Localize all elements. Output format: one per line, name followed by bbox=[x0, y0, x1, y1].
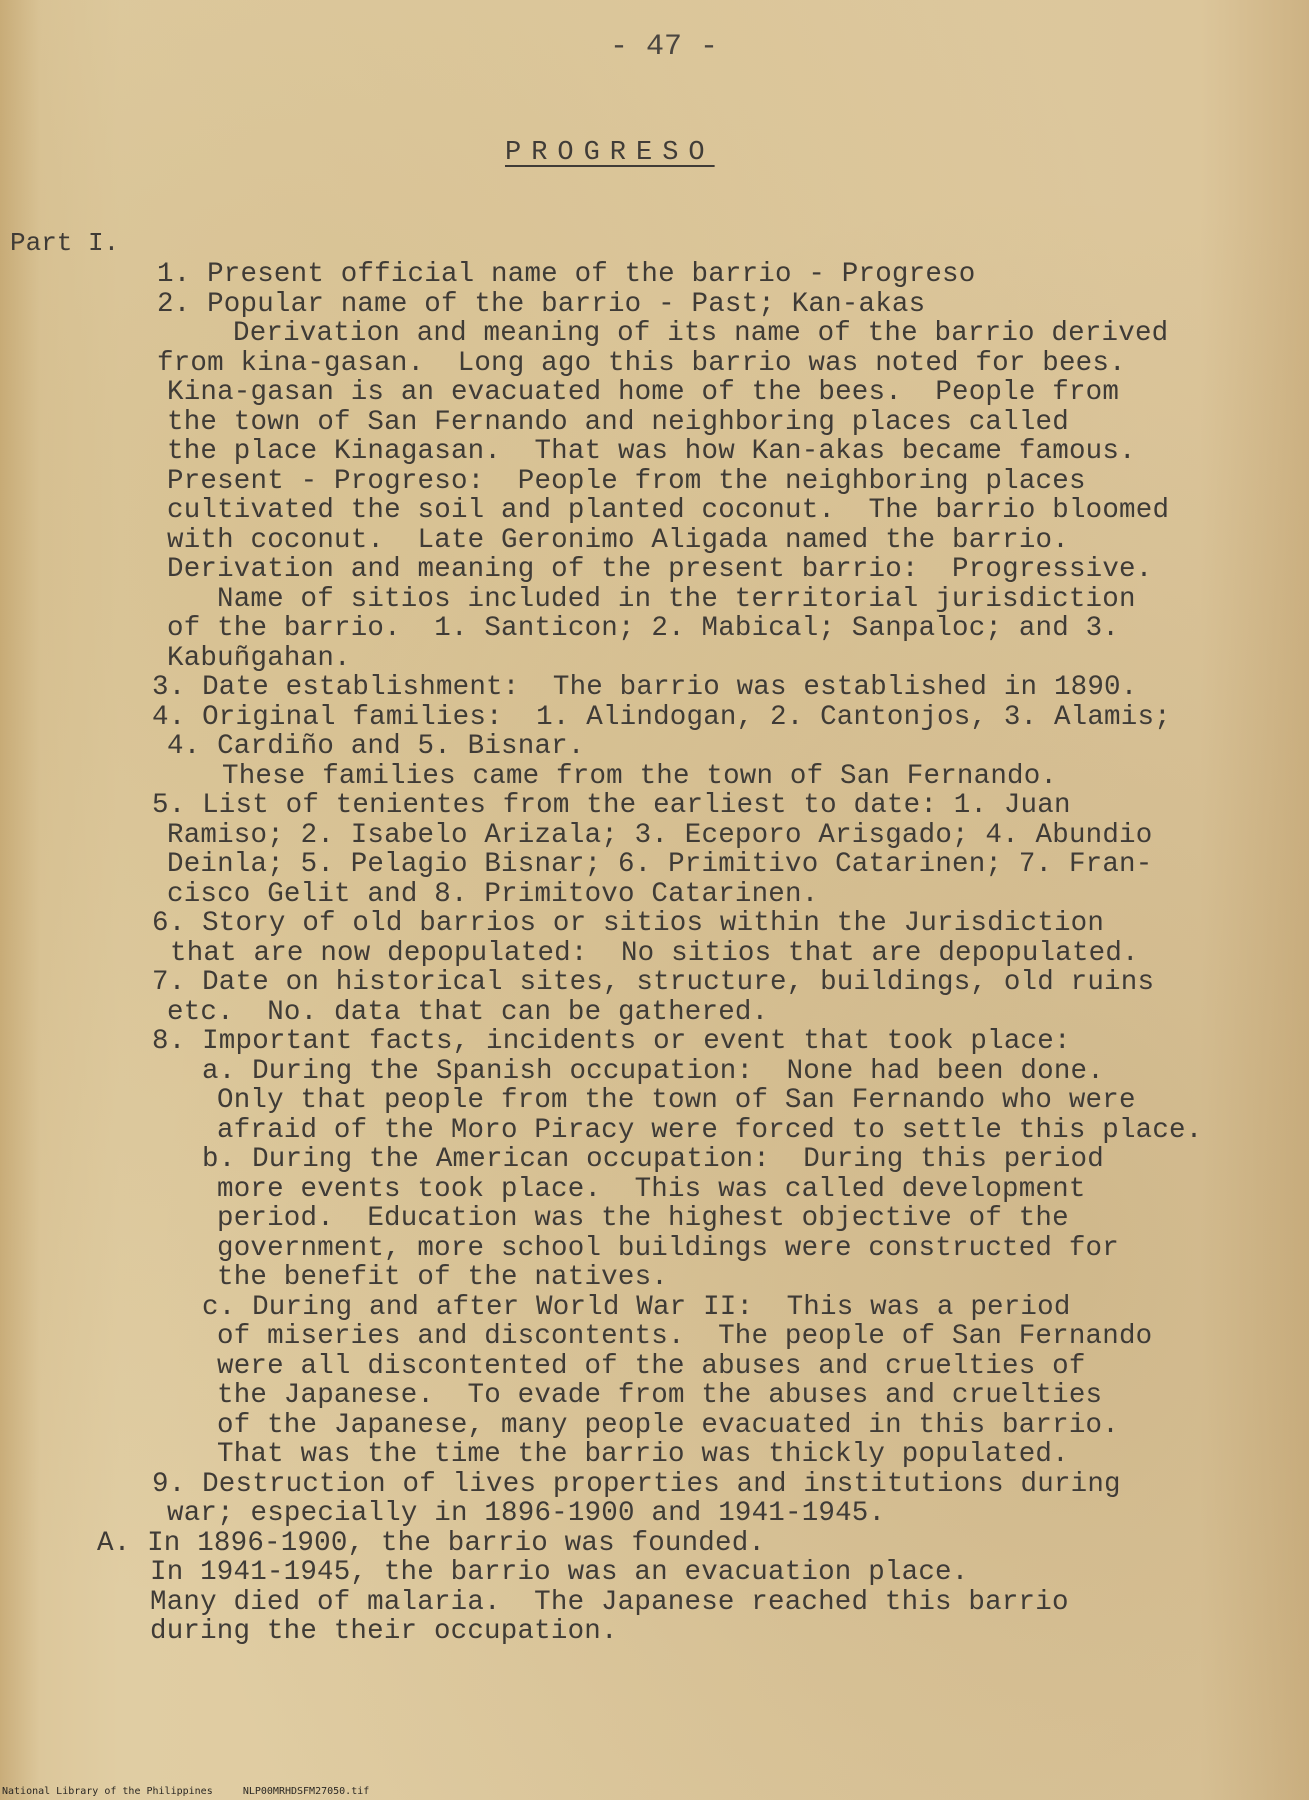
text-line: from kina-gasan. Long ago this barrio was noted for bees. bbox=[157, 348, 1126, 379]
text-line: In 1941-1945, the barrio was an evacuation place. bbox=[150, 1557, 969, 1588]
text-line: of the barrio. 1. Santicon; 2. Mabical; Sanpaloc; and 3. bbox=[167, 613, 1120, 644]
text-line: during the their occupation. bbox=[150, 1616, 618, 1647]
text-line: of the Japanese, many people evacuated in this barrio. bbox=[217, 1410, 1119, 1441]
text-line: Name of sitios included in the territorial jurisdiction bbox=[217, 584, 1136, 615]
text-line: afraid of the Moro Piracy were forced to settle this place. bbox=[217, 1115, 1203, 1146]
text-line: Many died of malaria. The Japanese reached this barrio bbox=[150, 1587, 1069, 1618]
text-line: that are now depopulated: No sitios that are depopulated. bbox=[170, 938, 1139, 969]
text-line: Derivation and meaning of the present barrio: Progressive. bbox=[167, 554, 1153, 585]
text-line: the Japanese. To evade from the abuses and cruelties bbox=[217, 1380, 1103, 1411]
text-line: Kina-gasan is an evacuated home of the bees. People from bbox=[167, 377, 1120, 408]
text-line: 5. List of tenientes from the earliest to date: 1. Juan bbox=[152, 790, 1071, 821]
text-line: were all discontented of the abuses and cruelties of bbox=[217, 1351, 1086, 1382]
text-line: the place Kinagasan. That was how Kan-akas became famous. bbox=[167, 436, 1136, 467]
text-line: 3. Date establishment: The barrio was established in 1890. bbox=[152, 672, 1138, 703]
text-line: Derivation and meaning of its name of the barrio derived bbox=[233, 318, 1169, 349]
text-line: 4. Cardiño and 5. Bisnar. bbox=[167, 731, 585, 762]
text-line: etc. No. data that can be gathered. bbox=[167, 997, 769, 1028]
text-line: Deinla; 5. Pelagio Bisnar; 6. Primitivo Catarinen; 7. Fran- bbox=[167, 849, 1153, 880]
scan-footer: National Library of the Philippines NLP00MRHDSFM27050.tif bbox=[2, 1786, 370, 1797]
text-line: Ramiso; 2. Isabelo Arizala; 3. Eceporo Arisgado; 4. Abundio bbox=[167, 820, 1153, 851]
text-line: the town of San Fernando and neighboring places called bbox=[167, 407, 1069, 438]
text-line: 2. Popular name of the barrio - Past; Kan-akas bbox=[157, 289, 926, 320]
text-line: 1. Present official name of the barrio - Progreso bbox=[157, 259, 976, 290]
text-line: b. During the American occupation: During this period bbox=[202, 1144, 1104, 1175]
page-number: - 47 - bbox=[610, 30, 719, 64]
text-line: period. Education was the highest objective of the bbox=[217, 1203, 1069, 1234]
text-line: more events took place. This was called development bbox=[217, 1174, 1086, 1205]
text-line: 7. Date on historical sites, structure, buildings, old ruins bbox=[152, 967, 1155, 998]
text-line: 9. Destruction of lives properties and institutions during bbox=[152, 1469, 1121, 1500]
text-line: war; especially in 1896-1900 and 1941-1945. bbox=[167, 1498, 886, 1529]
text-line: a. During the Spanish occupation: None had been done. bbox=[202, 1056, 1104, 1087]
part-label: Part I. bbox=[10, 228, 120, 258]
text-line: That was the time the barrio was thickly populated. bbox=[217, 1439, 1069, 1470]
text-line: government, more school buildings were constructed for bbox=[217, 1233, 1119, 1264]
text-line: 6. Story of old barrios or sitios within the Jurisdiction bbox=[152, 908, 1105, 939]
text-line: cultivated the soil and planted coconut. The barrio bloomed bbox=[167, 495, 1170, 526]
text-line: c. During and after World War II: This was a period bbox=[202, 1292, 1071, 1323]
text-line: of miseries and discontents. The people of San Fernando bbox=[217, 1321, 1153, 1352]
text-line: A. In 1896-1900, the barrio was founded. bbox=[97, 1528, 766, 1559]
text-line: Only that people from the town of San Fernando who were bbox=[217, 1085, 1136, 1116]
text-line: Present - Progreso: People from the neighboring places bbox=[167, 466, 1086, 497]
text-line: 4. Original families: 1. Alindogan, 2. Cantonjos, 3. Alamis; bbox=[152, 702, 1171, 733]
text-line: These families came from the town of San Fernando. bbox=[222, 761, 1058, 792]
text-line: the benefit of the natives. bbox=[217, 1262, 668, 1293]
page-title: PROGRESO bbox=[505, 138, 715, 168]
text-line: 8. Important facts, incidents or event that took place: bbox=[152, 1026, 1071, 1057]
text-line: with coconut. Late Geronimo Aligada named the barrio. bbox=[167, 525, 1069, 556]
text-line: cisco Gelit and 8. Primitovo Catarinen. bbox=[167, 879, 819, 910]
text-line: Kabuñgahan. bbox=[167, 643, 351, 674]
